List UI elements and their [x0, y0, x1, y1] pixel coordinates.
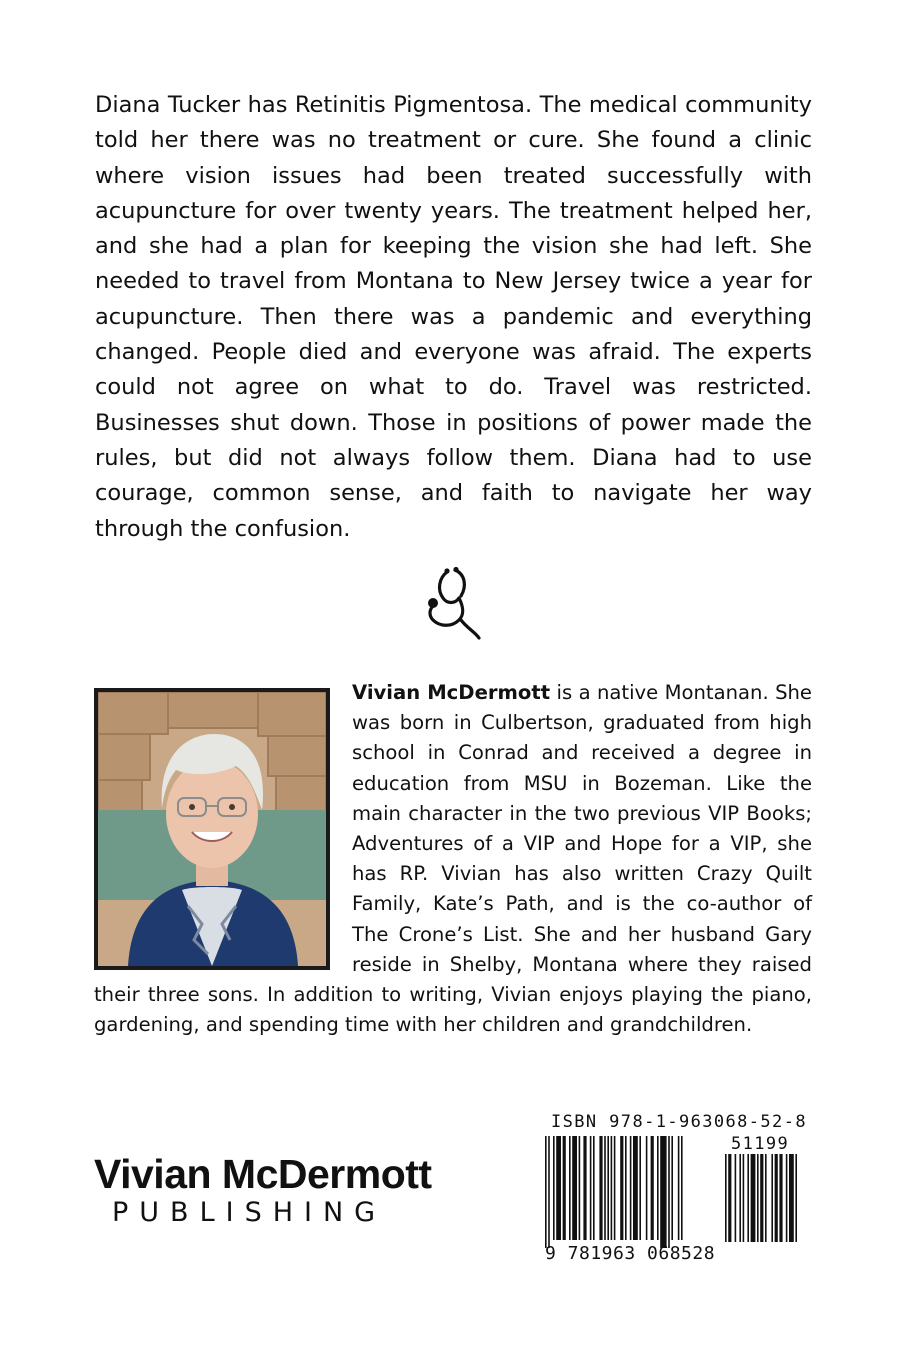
isbn-barcode: [541, 1108, 815, 1270]
publisher-tagline: PUBLISHING: [112, 1197, 387, 1228]
ean-digits: 9 781963 068528: [545, 1243, 716, 1264]
stethoscope-icon: [425, 566, 481, 642]
author-bio-text: is a native Montanan. She was born in Culbertson, graduated from high school in Conrad and received a degree in education from MSU in Bozeman. Like the main character in the two previous VIP Books; Adventures of a VIP and Hope for a VIP, she has RP. Vivian has also written Crazy Quilt Family, Kate’s Path, and is the co-author of The Crone’s List. She and her husband Gary reside in Shelby, Montana where they raised their three sons. In addition to writing, Vivian enjoys playing the piano, gardening, and spending time with her children and grandchildren.: [94, 681, 812, 1037]
author-bio: [94, 678, 812, 1040]
ean-bars: [541, 1136, 719, 1248]
author-name: Vivian McDermott: [352, 681, 551, 704]
isbn-label: ISBN 978-1-963068-52-8: [551, 1112, 807, 1132]
publisher-name: Vivian McDermott: [94, 1151, 432, 1197]
addon-bars: [721, 1154, 811, 1248]
price-code: 51199: [731, 1134, 790, 1154]
publisher-logo: [94, 1150, 434, 1228]
back-cover-blurb: Diana Tucker has Retinitis Pigmentosa. The medical community told her there was no treatment or cure. She found a clinic where vision issues had been treated successfully with acupuncture for over twenty years. The treatment helped her, and she had a plan for keeping the vision she had left. She needed to travel from Montana to New Jersey twice a year for acupuncture. Then there was a pandemic and everything changed. People died and everyone was afraid. The experts could not agree on what to do. Travel was restricted. Businesses shut down. Those in positions of power made the rules, but did not always follow them. Diana had to use courage, common sense, and faith to navigate her way through the confusion.: [95, 92, 812, 542]
